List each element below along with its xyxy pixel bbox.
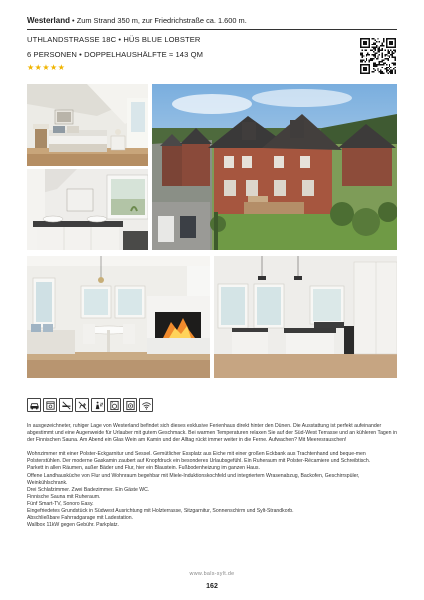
page-number: 162 bbox=[206, 583, 218, 590]
header-divider bbox=[27, 29, 397, 30]
description-intro: In ausgezeichneter, ruhiger Lage von Westerland befindet sich dieses exklusive Ferienhaus direkt hinter den Dünen. Die Ausstattung ist perfekt aufeinander abgestimmt und eine Augenweide für Urlauber mit gutem Geschmack. Bei warmen Temperaturen relaxen Sie auf der Süd-West Terrasse und an kühleren Tagen in der Finnischen Sauna. Am Abend ein Glas Wein am Kamin und der Alltag rückt immer weiter in die Ferne. Aufwachen? Mit Meeresrauschen! bbox=[27, 423, 397, 444]
property-details: 6 PERSONEN • DOPPELHAUSHÄLFTE ≈ 143 QM bbox=[27, 50, 204, 59]
paragraph-gap bbox=[27, 444, 397, 451]
bathroom-photo bbox=[27, 169, 148, 250]
exterior-aerial-photo bbox=[152, 84, 397, 250]
description-living: Wohnzimmer mit einer Polster-Eckgarnitur und Sessel. Gemütlicher Essplatz aus Eiche mit einer großen Eckbank aus Trachtenhand und beque-men Polsterstühlen. Der moderne Gaskamin zaubert auf Knopfdruck ein besonderes Urlaubsgefühl. Ein Ruheraum mit Polster-Récamiere und Schreibtisch. bbox=[27, 451, 371, 465]
location-separator: • bbox=[72, 16, 75, 25]
location-name: Westerland bbox=[27, 16, 70, 25]
description-kitchen: Offene Landhausküche von Flur und Wohnraum begehbar mit Miele-Induktionskochfeld und integriertem Wrasenabzug, Backofen, Geschirrspüler, Weinkühlschrank. bbox=[27, 472, 360, 486]
description-wallbox: Wallbox 11kW gegen Gebühr. Parkplatz. bbox=[27, 522, 120, 529]
description-garden: Eingefriedetes Grundstück in Südwest Ausrichtung mit Holzterrasse, Sitzgarnitur, Sonnenschirm und Sylt-Strandkorb. bbox=[27, 508, 294, 515]
car-icon bbox=[27, 398, 41, 412]
description-sauna: Finnische Sauna mit Ruheraum. bbox=[27, 493, 101, 500]
sauna-icon bbox=[91, 398, 105, 412]
header bbox=[27, 16, 397, 26]
no-pets-icon bbox=[75, 398, 89, 412]
dryer-icon bbox=[123, 398, 137, 412]
location-directions: Zum Strand 350 m, zur Friedrichstraße ca. 1.600 m. bbox=[76, 16, 247, 25]
living-room-fireplace-photo bbox=[27, 256, 210, 378]
washing-machine-icon bbox=[107, 398, 121, 412]
description-text bbox=[27, 423, 397, 529]
description-rooms: Drei Schlafzimmer. Zwei Badezimmer. Ein Gäste WC. bbox=[27, 486, 150, 493]
description-bike-garage: Abschließbare Fahrradgarage mit Ladestation. bbox=[27, 515, 134, 522]
dishwasher-icon bbox=[43, 398, 57, 412]
no-smoking-icon bbox=[59, 398, 73, 412]
description-floors: Parkett in allen Räumen, außer Bäder und Flur, hier ein Blaustein. Fußbodenheizung im ganzen Haus. bbox=[27, 465, 260, 472]
bedroom-photo bbox=[27, 84, 148, 166]
website-url[interactable]: www.bals-sylt.de bbox=[189, 571, 235, 577]
wifi-icon bbox=[139, 398, 153, 412]
address-title: UTHLANDSTRASSE 18C • HÜS BLUE LOBSTER bbox=[27, 35, 201, 44]
kitchen-photo bbox=[214, 256, 397, 378]
location-line bbox=[27, 16, 397, 26]
amenity-icons bbox=[27, 398, 153, 412]
qr-code[interactable] bbox=[360, 38, 396, 74]
description-tv: Fünf Smart-TV, Sonoro Easy. bbox=[27, 500, 94, 507]
star-rating: ★★★★★ bbox=[27, 63, 66, 72]
